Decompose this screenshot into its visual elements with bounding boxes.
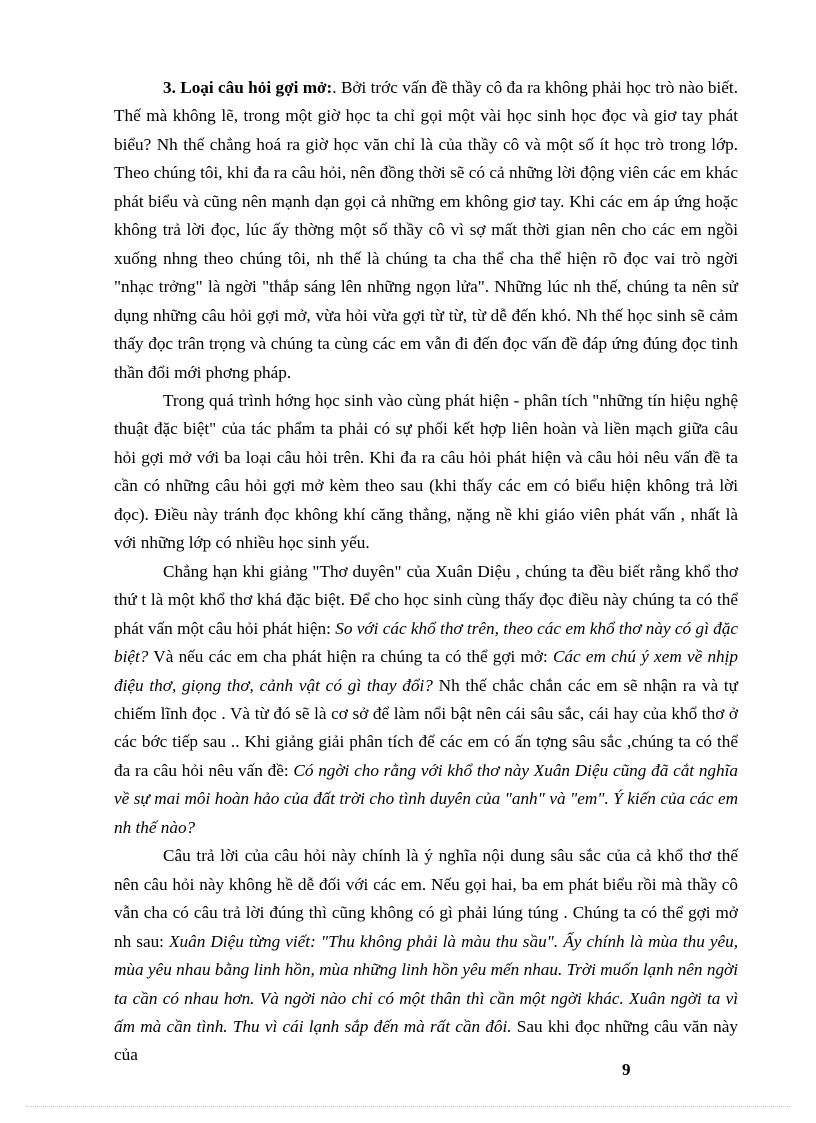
page-number: 9 <box>622 1060 631 1079</box>
italic-text: So với các khổ thơ trên, theo các em khổ thơ này có gì đặc biệt? <box>114 618 739 667</box>
text-run: Và nếu các em cha phát hiện ra chúng ta có thể gợi mở: <box>148 647 553 667</box>
paragraph <box>114 387 738 558</box>
text-run: . Bởi trớc vấn đề thầy cô đa ra không phải học trò nào biết. Thế mà không lẽ, trong một giờ học ta chỉ gọi một vài học sinh học đọc và giơ tay phát biểu? Nh thế chẳng hoá ra giờ học văn chỉ là của thầy cô và một số ít học trò trong lớp. Theo chúng tôi, khi đa ra câu hỏi, nên đồng thời sẽ có cả những lời động viên các em khác phát biểu và cũng nên mạnh dạn gọi cả những em không giơ tay. Khi các em áp ứng hoặc không trả lời đọc, lúc ấy thờng một số thầy cô vì sợ mất thời gian nên cho các em ngồi xuống nhng theo chúng tôi, nh thế là chúng ta cha thể cha thể hiện rõ đọc vai trò ngời "nhạc trởng" là ngời "thắp sáng lên những ngọn lửa". Những lúc nh thế, chúng ta nên sử dụng những câu hỏi gợi mở, vừa hỏi vừa gợi từ từ, từ dễ đến khó. Nh thế học sinh sẽ cảm thấy đọc trân trọng và chúng ta cùng các em vẫn đi đến đọc vấn đề đáp ứng đúng đọc tinh thần đổi mới phơng pháp. <box>114 78 738 382</box>
text-run: Sau khi đọc những câu văn này của <box>114 1016 738 1065</box>
text-run: Chẳng hạn khi giảng "Thơ duyên" của Xuân Diệu , chúng ta đều biết rằng khổ thơ thứ t là một khổ thơ khá đặc biệt. Để cho học sinh cùng thấy đọc điều này chúng ta có thể phát vấn một câu hỏi phát hiện: <box>114 561 738 638</box>
paragraph <box>114 74 738 387</box>
italic-text: Các em chú ý xem về nhịp điệu thơ, giọng thơ, cảnh vật có gì thay đổi? <box>114 647 739 695</box>
footer-divider <box>26 1106 790 1107</box>
paragraph <box>114 558 738 843</box>
section-heading: 3. Loại câu hỏi gợi mở: <box>163 78 333 97</box>
text-run: Trong quá trình hớng học sinh vào cùng phát hiện - phân tích "những tín hiệu nghệ thuật đặc biệt" của tác phẩm ta phải có sự phối kết hợp liên hoàn và liền mạch giữa câu hỏi gợi mở với ba loại câu hỏi trên. Khi đa ra câu hỏi phát hiện và câu hỏi nêu vấn đề ta cần có những câu hỏi gợi mở kèm theo sau (khi thấy các em có biểu hiện không trả lời đọc). Điều này tránh đọc không khí căng thẳng, nặng nề khi giáo viên phát vấn , nhất là với những lớp có nhiều học sinh yếu. <box>114 390 738 553</box>
body-text <box>114 74 738 1070</box>
italic-text: Có ngời cho rằng với khổ thơ này Xuân Diệu cũng đã cắt nghĩa về sự mai môi hoàn hảo của đất trời cho tình duyên của "anh" và "em". Ý kiến của các em nh thế nào? <box>114 760 738 837</box>
text-run: Nh thế chắc chắn các em sẽ nhận ra và tự chiếm lĩnh đọc . Và từ đó sẽ là cơ sở để làm nổi bật nên cái sâu sắc, cái hay của khổ thơ ở các bớc tiếp sau .. Khi giảng giải phân tích để các em có ấn tợng sâu sắc ,chúng ta có thể đa ra câu hỏi nêu vấn đề: <box>114 675 738 780</box>
italic-text: Xuân Diệu từng viết: "Thu không phải là màu thu sầu". Ấy chính là mùa thu yêu, mùa yêu nhau bằng linh hồn, mùa những linh hồn yêu mến nhau. Trời muốn lạnh nên ngời ta cần có nhau hơn. Và ngời nào chỉ có một thân thì cần một ngời khác. Xuân ngời ta vì ấm mà cần tình. Thu vì cái lạnh sắp đến mà rất cần đôi. <box>114 931 739 1036</box>
paragraph <box>114 842 738 1070</box>
text-run: Câu trả lời của câu hỏi này chính là ý nghĩa nội dung sâu sắc của cả khổ thơ thế nên câu hỏi này không hề dễ đối với các em. Nếu gọi hai, ba em phát biểu rồi mà thầy cô vẫn cha có câu trả lời đúng thì cũng không có gì phải lúng túng . Chúng ta có thể gợi mở nh sau: <box>114 846 738 951</box>
